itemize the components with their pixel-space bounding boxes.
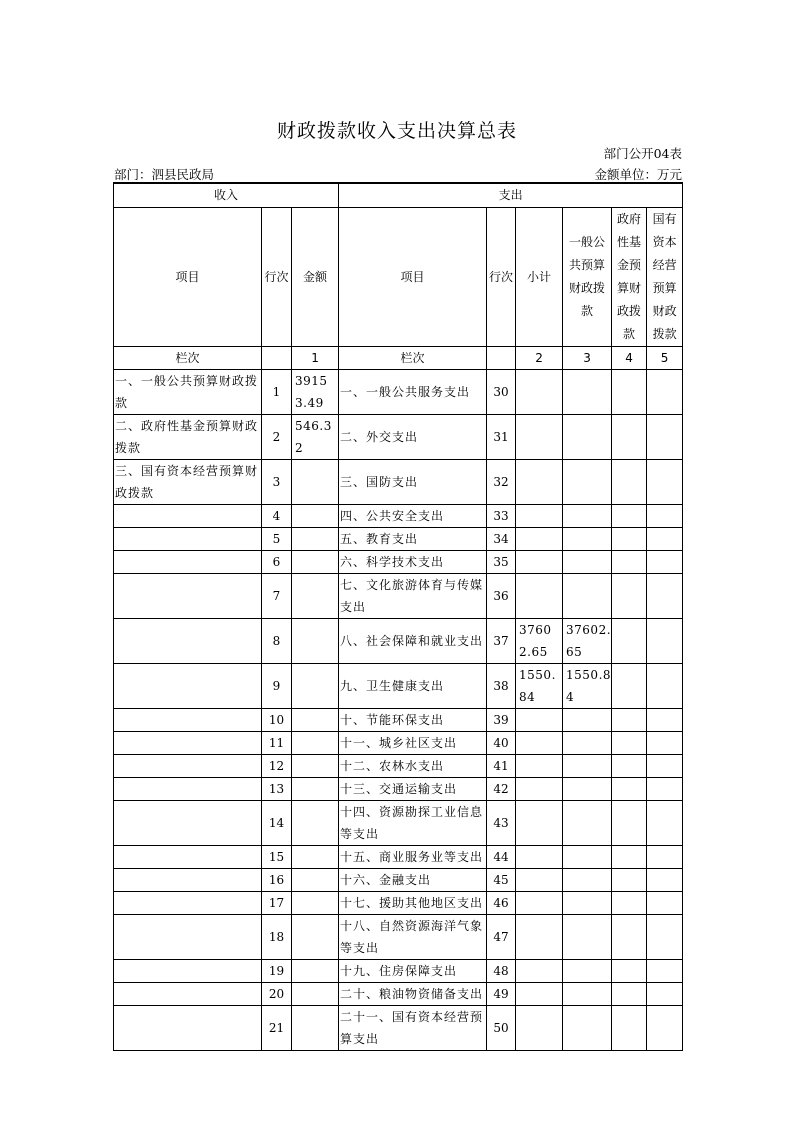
expense-item-cell: 十五、商业服务业等支出	[339, 845, 487, 868]
income-amount-cell: 39153.49	[292, 369, 339, 414]
general-budget-cell	[563, 550, 612, 573]
expense-line-cell: 39	[487, 708, 516, 731]
expense-line-cell: 31	[487, 414, 516, 459]
income-amount-cell	[292, 663, 339, 708]
general-budget-cell	[563, 369, 612, 414]
expense-line-cell: 50	[487, 1005, 516, 1050]
expense-line-cell: 43	[487, 800, 516, 845]
gov-fund-cell	[612, 845, 647, 868]
expense-line-cell: 45	[487, 868, 516, 891]
subtotal-cell	[516, 708, 563, 731]
gov-fund-cell	[612, 959, 647, 982]
gov-fund-cell	[612, 891, 647, 914]
general-budget-cell	[563, 959, 612, 982]
income-amount-cell	[292, 504, 339, 527]
gov-fund-cell	[612, 459, 647, 504]
income-amount-cell	[292, 891, 339, 914]
soe-budget-cell	[647, 1005, 683, 1050]
table-row	[114, 959, 683, 982]
general-budget-cell	[563, 527, 612, 550]
gov-fund-cell	[612, 914, 647, 959]
income-line-cell: 7	[262, 573, 292, 618]
income-amount-cell	[292, 914, 339, 959]
soe-budget-cell	[647, 550, 683, 573]
income-item-cell	[114, 800, 262, 845]
expense-line-cell: 47	[487, 914, 516, 959]
table-row	[114, 708, 683, 731]
soe-budget-cell	[647, 731, 683, 754]
income-line-cell: 9	[262, 663, 292, 708]
general-budget-cell	[563, 459, 612, 504]
income-line-cell: 1	[262, 369, 292, 414]
page-title: 财政拨款收入支出决算总表	[276, 120, 517, 142]
soe-budget-cell	[647, 414, 683, 459]
expense-line-cell: 32	[487, 459, 516, 504]
expense-item-cell: 十八、自然资源海洋气象等支出	[339, 914, 487, 959]
general-budget-cell	[563, 708, 612, 731]
income-item-cell	[114, 708, 262, 731]
income-line-cell: 8	[262, 618, 292, 663]
income-item-cell	[114, 891, 262, 914]
income-line-cell: 12	[262, 754, 292, 777]
expense-line-cell: 33	[487, 504, 516, 527]
gov-fund-cell	[612, 754, 647, 777]
general-budget-cell	[563, 800, 612, 845]
expense-item-cell: 十一、城乡社区支出	[339, 731, 487, 754]
income-item-cell	[114, 845, 262, 868]
col-number-5: 5	[647, 346, 683, 369]
soe-budget-cell	[647, 868, 683, 891]
col-header-general-budget: 一般公共预算财政拨款	[563, 207, 612, 346]
income-line-cell: 16	[262, 868, 292, 891]
general-budget-cell	[563, 573, 612, 618]
expense-line-cell: 37	[487, 618, 516, 663]
col-header-income-amount: 金额	[292, 207, 339, 346]
income-amount-cell	[292, 618, 339, 663]
expense-item-cell: 六、科学技术支出	[339, 550, 487, 573]
subtotal-cell	[516, 414, 563, 459]
income-amount-cell	[292, 959, 339, 982]
income-item-cell	[114, 868, 262, 891]
col-header-expense-item: 项目	[339, 207, 487, 346]
soe-budget-cell	[647, 800, 683, 845]
col-number-2: 2	[516, 346, 563, 369]
subtotal-cell	[516, 550, 563, 573]
soe-budget-cell	[647, 573, 683, 618]
table-row	[114, 754, 683, 777]
soe-budget-cell	[647, 369, 683, 414]
income-amount-cell	[292, 573, 339, 618]
gov-fund-cell	[612, 527, 647, 550]
subtotal-cell	[516, 459, 563, 504]
col-header-subtotal: 小计	[516, 207, 563, 346]
expense-item-cell: 八、社会保障和就业支出	[339, 618, 487, 663]
subtotal-cell	[516, 914, 563, 959]
budget-table	[113, 182, 683, 1051]
gov-fund-cell	[612, 504, 647, 527]
income-item-cell	[114, 663, 262, 708]
income-item-cell	[114, 1005, 262, 1050]
expense-item-cell: 五、教育支出	[339, 527, 487, 550]
table-row	[114, 777, 683, 800]
expense-item-cell: 九、卫生健康支出	[339, 663, 487, 708]
income-line-cell: 3	[262, 459, 292, 504]
general-budget-cell	[563, 754, 612, 777]
col-header-expense-line: 行次	[487, 207, 516, 346]
subtotal-cell	[516, 777, 563, 800]
income-item-cell: 三、国有资本经营预算财政拨款	[114, 459, 262, 504]
table-row	[114, 618, 683, 663]
soe-budget-cell	[647, 708, 683, 731]
general-budget-cell	[563, 845, 612, 868]
expense-item-cell: 一、一般公共服务支出	[339, 369, 487, 414]
income-line-cell: 17	[262, 891, 292, 914]
income-line-cell: 13	[262, 777, 292, 800]
expense-item-cell: 三、国防支出	[339, 459, 487, 504]
income-amount-cell	[292, 868, 339, 891]
gov-fund-cell	[612, 982, 647, 1005]
table-row	[114, 891, 683, 914]
expense-item-cell: 十、节能环保支出	[339, 708, 487, 731]
expense-line-cell: 34	[487, 527, 516, 550]
income-amount-cell	[292, 550, 339, 573]
expense-item-cell: 十七、援助其他地区支出	[339, 891, 487, 914]
income-item-cell: 一、一般公共预算财政拨款	[114, 369, 262, 414]
expense-item-cell: 十三、交通运输支出	[339, 777, 487, 800]
expense-line-cell: 40	[487, 731, 516, 754]
table-row	[114, 845, 683, 868]
income-item-cell	[114, 982, 262, 1005]
general-budget-cell	[563, 891, 612, 914]
subtotal-cell	[516, 527, 563, 550]
income-amount-cell	[292, 731, 339, 754]
subtotal-cell: 37602.65	[516, 618, 563, 663]
col-header-gov-fund: 政府性基金预算财政拨款	[612, 207, 647, 346]
form-number: 部门公开04表	[603, 146, 682, 161]
gov-fund-cell	[612, 414, 647, 459]
general-budget-cell	[563, 414, 612, 459]
income-item-cell	[114, 914, 262, 959]
income-line-cell: 2	[262, 414, 292, 459]
soe-budget-cell	[647, 982, 683, 1005]
general-budget-cell	[563, 777, 612, 800]
income-amount-cell	[292, 777, 339, 800]
expense-line-cell: 42	[487, 777, 516, 800]
income-item-cell	[114, 777, 262, 800]
general-budget-cell: 37602.65	[563, 618, 612, 663]
expense-line-cell: 48	[487, 959, 516, 982]
soe-budget-cell	[647, 754, 683, 777]
gov-fund-cell	[612, 369, 647, 414]
gov-fund-cell	[612, 573, 647, 618]
income-amount-cell	[292, 754, 339, 777]
income-line-cell: 5	[262, 527, 292, 550]
income-amount-cell	[292, 982, 339, 1005]
expense-line-cell: 41	[487, 754, 516, 777]
income-item-cell	[114, 527, 262, 550]
table-row	[114, 1005, 683, 1050]
general-budget-cell	[563, 1005, 612, 1050]
income-amount-cell	[292, 527, 339, 550]
general-budget-cell	[563, 868, 612, 891]
expense-item-cell: 十二、农林水支出	[339, 754, 487, 777]
income-item-cell	[114, 754, 262, 777]
income-amount-cell: 546.32	[292, 414, 339, 459]
expense-line-cell: 35	[487, 550, 516, 573]
table-row	[114, 527, 683, 550]
table-row	[114, 369, 683, 414]
col-number-1: 1	[292, 346, 339, 369]
subtotal-cell	[516, 1005, 563, 1050]
row-label-header-expense: 栏次	[339, 346, 487, 369]
expense-line-cell: 30	[487, 369, 516, 414]
subtotal-cell	[516, 504, 563, 527]
income-amount-cell	[292, 708, 339, 731]
table-row	[114, 800, 683, 845]
subtotal-cell: 1550.84	[516, 663, 563, 708]
soe-budget-cell	[647, 663, 683, 708]
income-line-cell: 19	[262, 959, 292, 982]
soe-budget-cell	[647, 777, 683, 800]
gov-fund-cell	[612, 800, 647, 845]
subtotal-cell	[516, 982, 563, 1005]
soe-budget-cell	[647, 527, 683, 550]
soe-budget-cell	[647, 891, 683, 914]
expense-item-cell: 二十、粮油物资储备支出	[339, 982, 487, 1005]
income-section-header: 收入	[114, 183, 339, 207]
general-budget-cell	[563, 982, 612, 1005]
income-line-cell: 10	[262, 708, 292, 731]
expense-item-cell: 十六、金融支出	[339, 868, 487, 891]
gov-fund-cell	[612, 777, 647, 800]
subtotal-cell	[516, 369, 563, 414]
soe-budget-cell	[647, 845, 683, 868]
income-line-cell: 21	[262, 1005, 292, 1050]
amount-unit-label: 金额单位：万元	[594, 167, 682, 182]
income-item-cell	[114, 573, 262, 618]
subtotal-cell	[516, 891, 563, 914]
subtotal-cell	[516, 868, 563, 891]
table-row	[114, 914, 683, 959]
general-budget-cell	[563, 914, 612, 959]
gov-fund-cell	[612, 1005, 647, 1050]
expense-item-cell: 七、文化旅游体育与传媒支出	[339, 573, 487, 618]
gov-fund-cell	[612, 663, 647, 708]
income-item-cell	[114, 618, 262, 663]
soe-budget-cell	[647, 959, 683, 982]
expense-line-cell: 36	[487, 573, 516, 618]
income-amount-cell	[292, 845, 339, 868]
table-row	[114, 731, 683, 754]
income-item-cell: 二、政府性基金预算财政拨款	[114, 414, 262, 459]
gov-fund-cell	[612, 708, 647, 731]
table-row	[114, 663, 683, 708]
table-row	[114, 573, 683, 618]
col-number-3: 3	[563, 346, 612, 369]
col-number-blank-1	[262, 346, 292, 369]
expense-item-cell: 十九、住房保障支出	[339, 959, 487, 982]
soe-budget-cell	[647, 459, 683, 504]
gov-fund-cell	[612, 731, 647, 754]
general-budget-cell	[563, 731, 612, 754]
income-item-cell	[114, 731, 262, 754]
general-budget-cell	[563, 504, 612, 527]
gov-fund-cell	[612, 868, 647, 891]
expense-line-cell: 38	[487, 663, 516, 708]
income-amount-cell	[292, 800, 339, 845]
expense-line-cell: 46	[487, 891, 516, 914]
col-number-4: 4	[612, 346, 647, 369]
table-row	[114, 868, 683, 891]
income-item-cell	[114, 504, 262, 527]
col-header-income-line: 行次	[262, 207, 292, 346]
income-line-cell: 11	[262, 731, 292, 754]
income-line-cell: 15	[262, 845, 292, 868]
income-line-cell: 4	[262, 504, 292, 527]
income-item-cell	[114, 550, 262, 573]
col-header-soe-budget: 国有资本经营预算财政拨款	[647, 207, 683, 346]
general-budget-cell: 1550.84	[563, 663, 612, 708]
row-label-header: 栏次	[114, 346, 262, 369]
soe-budget-cell	[647, 914, 683, 959]
gov-fund-cell	[612, 550, 647, 573]
income-line-cell: 18	[262, 914, 292, 959]
col-header-income-item: 项目	[114, 207, 262, 346]
expense-line-cell: 44	[487, 845, 516, 868]
table-row	[114, 504, 683, 527]
expense-item-cell: 四、公共安全支出	[339, 504, 487, 527]
subtotal-cell	[516, 845, 563, 868]
subtotal-cell	[516, 959, 563, 982]
department-label: 部门：泗县民政局	[114, 167, 215, 182]
expense-item-cell: 十四、资源勘探工业信息等支出	[339, 800, 487, 845]
income-line-cell: 14	[262, 800, 292, 845]
table-row	[114, 982, 683, 1005]
soe-budget-cell	[647, 504, 683, 527]
table-row	[114, 550, 683, 573]
subtotal-cell	[516, 800, 563, 845]
income-item-cell	[114, 959, 262, 982]
col-number-blank-2	[487, 346, 516, 369]
subtotal-cell	[516, 754, 563, 777]
table-row	[114, 414, 683, 459]
table-row	[114, 459, 683, 504]
expense-line-cell: 49	[487, 982, 516, 1005]
income-amount-cell	[292, 459, 339, 504]
subtotal-cell	[516, 731, 563, 754]
expense-item-cell: 二、外交支出	[339, 414, 487, 459]
income-line-cell: 6	[262, 550, 292, 573]
income-line-cell: 20	[262, 982, 292, 1005]
expense-item-cell: 二十一、国有资本经营预算支出	[339, 1005, 487, 1050]
expense-section-header: 支出	[339, 183, 683, 207]
subtotal-cell	[516, 573, 563, 618]
gov-fund-cell	[612, 618, 647, 663]
soe-budget-cell	[647, 618, 683, 663]
income-amount-cell	[292, 1005, 339, 1050]
